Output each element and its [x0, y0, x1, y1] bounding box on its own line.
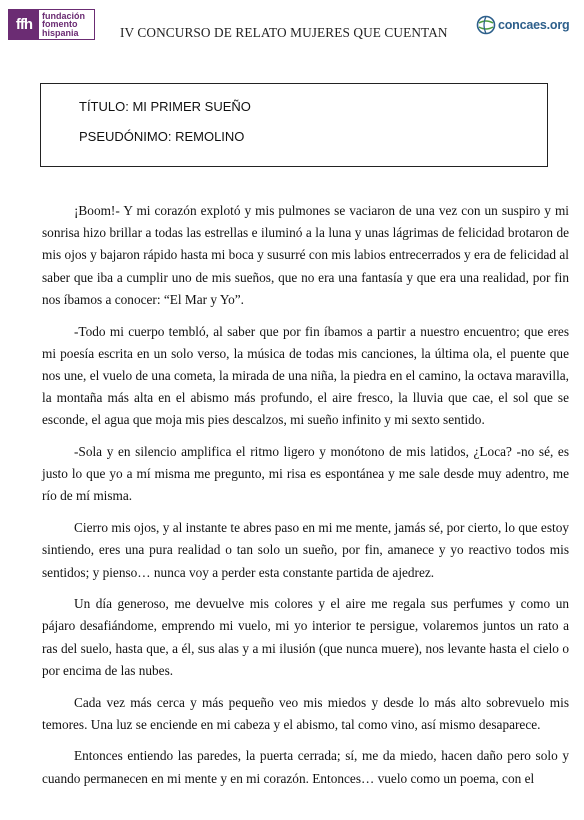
ffh-logo-mark: ffh: [9, 10, 39, 39]
author-pseudonym: PSEUDÓNIMO: REMOLINO: [79, 129, 245, 144]
page-header: [0, 0, 584, 50]
ffh-logo-line1: fundación: [42, 10, 85, 21]
fundacion-fomento-hispania-logo: [8, 9, 95, 40]
story-title: TÍTULO: MI PRIMER SUEÑO: [79, 99, 251, 114]
concaes-logo-text: concaes.org: [498, 18, 570, 32]
paragraph: ¡Boom!- Y mi corazón explotó y mis pulmones se vaciaron de una vez con un suspiro y mi sonrisa hizo brillar a todas las estrellas e iluminó a la luna y unas lágrimas de felicidad brotaron de mis ojos y bajaron rápido hasta mi boca y susurré con mis labios entrecerrados y era de felicidad al saber que iba a cumplir uno de mis sueños, que no era una fantasía y que era una realidad, por fin nos íbamos a conocer: “El Mar y Yo”.: [42, 203, 569, 307]
paragraph: -Todo mi cuerpo tembló, al saber que por fin íbamos a partir a nuestro encuentro; que eres mi poesía escrita en un solo verso, la música de todas mis canciones, la última ola, el puente que nos une, el vuelo de una cometa, la mirada de una niña, la piedra en el camino, la octava maravilla, la montaña más alta en el abismo más profundo, el aire fresco, la lluvia que cae, el sol que se esconde, el agua que moja mis pies descalzos, mi sueño infinito y mi sexto sentido.: [42, 323, 569, 428]
story-body: [42, 200, 569, 790]
paragraph: Un día generoso, me devuelve mis colores y el aire me regala sus perfumes y como un pájaro desafiándome, emprendo mi vuelo, mi yo interior te persigue, volaremos juntos un rato a ras del suelo, hasta que, a él, sus alas y a mi ilusión (que nunca muere), nos levante hasta el cielo o por encima de las nubes.: [42, 596, 569, 678]
title-box: [40, 83, 548, 167]
ffh-logo-line2: fomento: [42, 19, 78, 30]
contest-title: IV CONCURSO DE RELATO MUJERES QUE CUENTAN: [120, 25, 448, 40]
ffh-logo-words: [39, 12, 94, 38]
globe-icon: [476, 15, 496, 35]
paragraph: Cada vez más cerca y más pequeño veo mis miedos y desde lo más alto sobrevuelo mis temores. Una luz se enciende en mi cabeza y el abismo, tal como vino, así mismo desaparece.: [42, 694, 569, 732]
paragraph: -Sola y en silencio amplifica el ritmo ligero y monótono de mis latidos, ¿Loca? -no sé, es justo lo que yo a mí misma me pregunto, mi risa es espontánea y me sale desde muy adentro, me río de mí misma.: [42, 444, 569, 504]
paragraph: Entonces entiendo las paredes, la puerta cerrada; sí, me da miedo, hacen daño pero solo y cuando permanecen en mi mente y en mi corazón. Entonces… vuelo como un poema, con el: [42, 748, 569, 786]
concaes-logo: [476, 15, 569, 35]
ffh-logo-line3: hispania: [42, 27, 79, 38]
paragraph: Cierro mis ojos, y al instante te abres paso en mi me mente, jamás sé, por cierto, lo que estoy sintiendo, eres una pura realidad o tan solo un sueño, por fin, amanece y yo reactivo todos mis sentidos; y pienso… nunca voy a perder esta constante partida de ajedrez.: [42, 520, 569, 580]
